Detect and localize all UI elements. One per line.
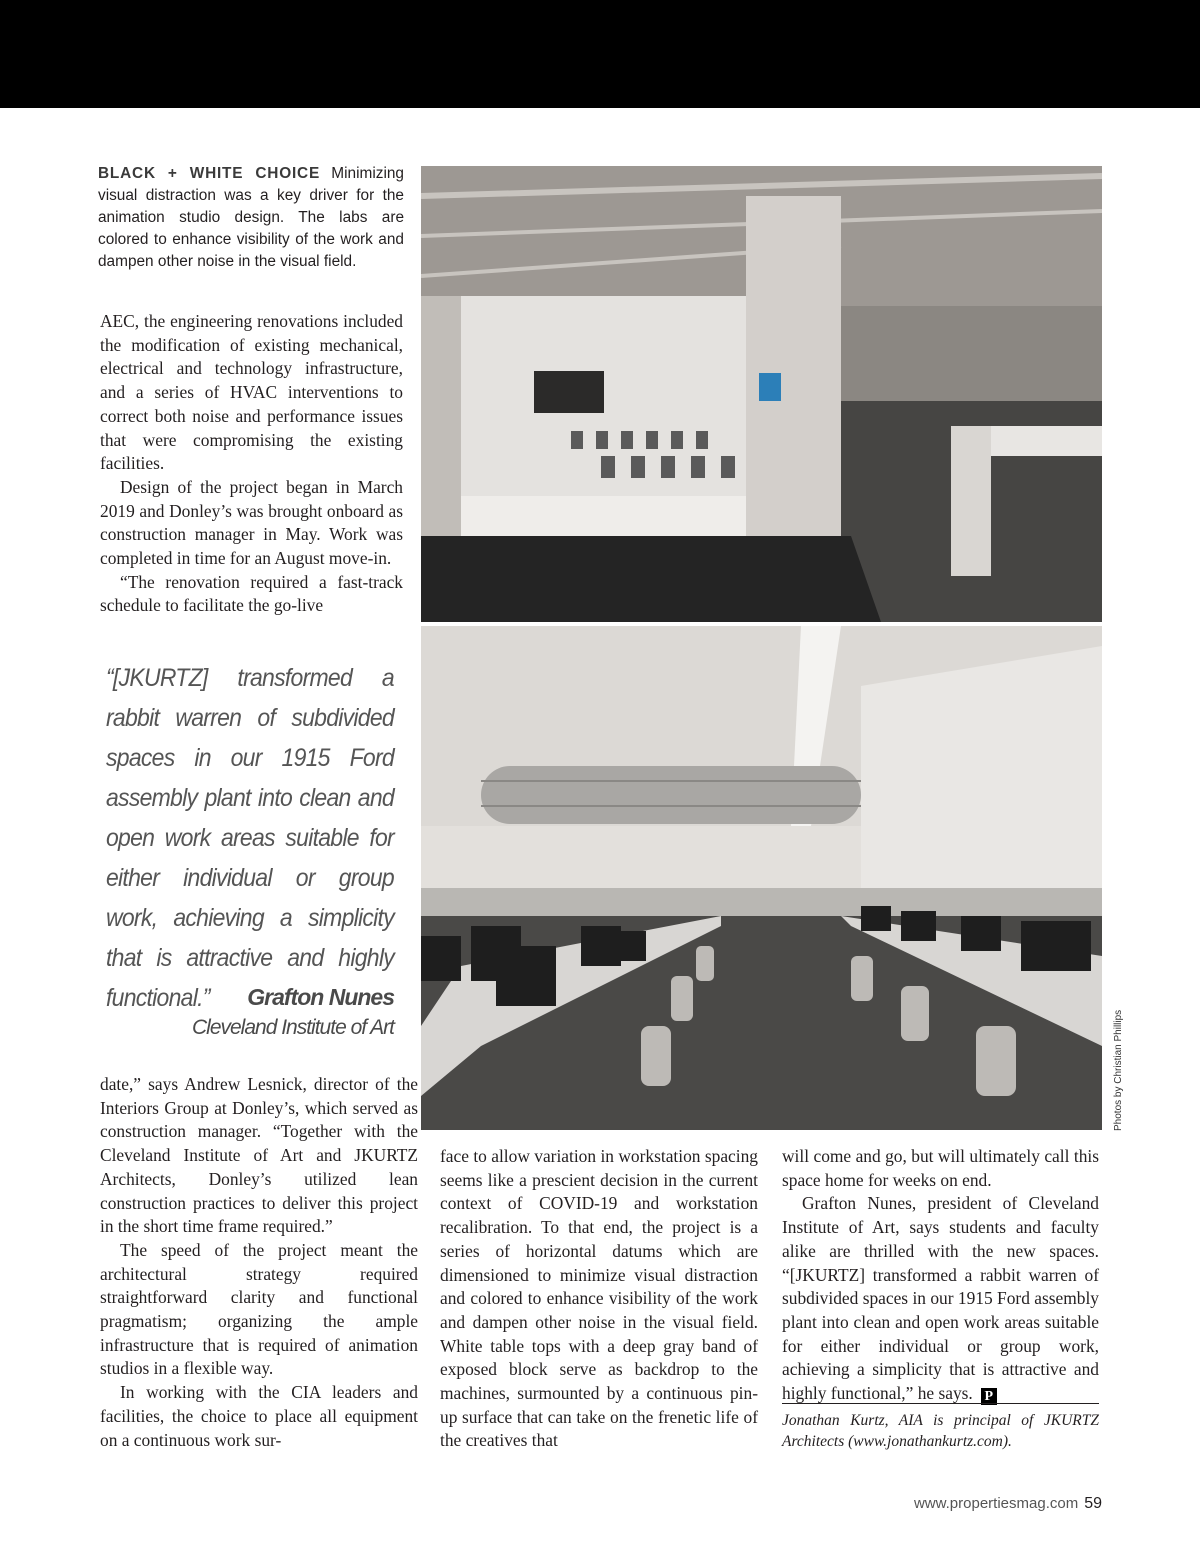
body-column-2 [440, 1145, 758, 1453]
paragraph: In working with the CIA leaders and facilities, the choice to place all equipment on a continuous work sur- [100, 1382, 418, 1450]
body-column-1-top [100, 310, 403, 618]
paragraph: Design of the project began in March 2019 and Donley’s was brought onboard as construction manager in May. Work was completed in time for an August move-in. [100, 476, 403, 569]
photo-credit: Photos by Christian Phillips [1113, 1009, 1124, 1131]
paragraph: will come and go, but will ultimately call this space home for weeks on end. [782, 1146, 1099, 1190]
paragraph-final [782, 1192, 1099, 1405]
pull-quote-name: Grafton Nunes [247, 984, 394, 1010]
paragraph-text: Grafton Nunes, president of Cleveland Institute of Art, says students and faculty alike are thrilled with the new spaces. “[JKURTZ] transformed a rabbit warren of subdivided spaces in our 1915 Ford assembly plant into clean and open work areas suitable for either individual or group work, achieving a simplicity that is attractive and highly functional,” he says. [782, 1193, 1099, 1404]
end-mark-icon: P [981, 1388, 997, 1405]
caption-heading: BLACK + WHITE CHOICE [98, 165, 321, 182]
body-column-1-bottom [100, 1073, 418, 1452]
caption-text: Minimizing visual distraction was a key driver for the animation studio design. The labs are colored to enhance visibility of the work and dampen other noise in the visual field. [98, 165, 404, 270]
paragraph: AEC, the engineering renovations included the modification of existing mechanical, electrical and technology infrastructure, and a series of HVAC interventions to correct both noise and performance issues that were compromising the existing facilities. [100, 311, 403, 474]
paragraph: The speed of the project meant the architectural strategy required straightforward clarity and functional pragmatism; organizing the ample infrastructure that is required of animation studios in a flexible way. [100, 1239, 418, 1379]
paragraph: face to allow variation in workstation spacing seems like a prescient decision in the current context of COVID-19 and workstation recalibration. To that end, the project is a series of horizontal datums which are dimensioned to minimize visual distraction and colored to enhance visibility of the work and dampen other noise in the visual field. White table tops with a deep gray band of exposed block serve as backdrop to the machines, surmounted by a continuous pin-up surface that can take on the frenetic life of the creatives that [440, 1146, 758, 1451]
paragraph: date,” says Andrew Lesnick, director of the Interiors Group at Donley’s, which served as construction manager. “Together with the Cleveland Institute of Art and JKURTZ Architects, Donley’s utilized lean construction practices to deliver this project in the short time frame required.” [100, 1074, 418, 1237]
body-column-3 [782, 1145, 1099, 1406]
page-footer [914, 1495, 1102, 1513]
author-note-divider [782, 1403, 1099, 1404]
footer-website: www.propertiesmag.com [913, 1495, 1079, 1512]
photo-lecture-room [421, 166, 1102, 622]
photo-computer-lab [421, 626, 1102, 1130]
top-black-band [0, 0, 1200, 108]
pull-quote: “[JKURTZ] transformed a rabbit warren of subdivided spaces in our 1915 Ford assembly plant into clean and open work areas suitable for either individual or group work, achieving a simplicity that is attractive and highly functional.” [106, 664, 394, 1012]
page-number: 59 [1084, 1495, 1102, 1512]
pull-quote-organization: Cleveland Institute of Art [191, 1016, 394, 1039]
author-note: Jonathan Kurtz, AIA is principal of JKURTZ Architects (www.jonathankurtz.com). [782, 1412, 1099, 1450]
photo-caption [98, 163, 404, 273]
paragraph: “The renovation required a fast-track schedule to facilitate the go-live [100, 571, 403, 616]
